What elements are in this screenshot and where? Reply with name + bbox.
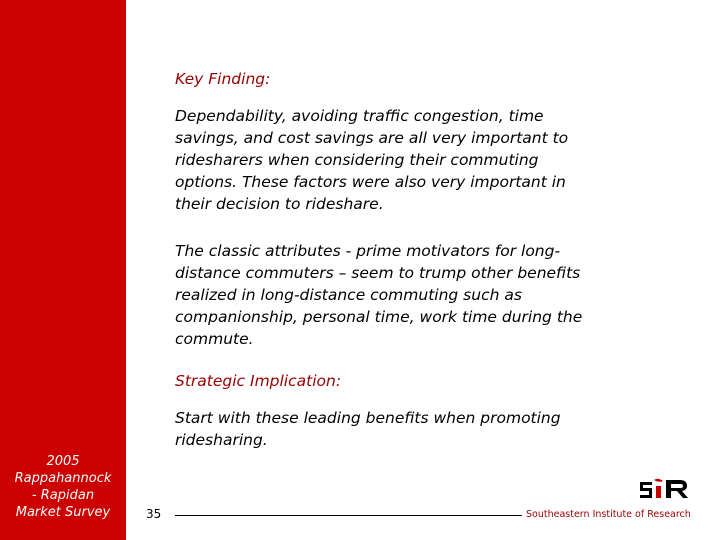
page-number: 35 xyxy=(146,507,162,521)
text-line: distance commuters – seem to trump other benefits xyxy=(175,264,581,282)
text-line: ridesharing. xyxy=(175,431,268,449)
text-line: companionship, personal time, work time during the xyxy=(175,308,583,326)
text-line: realized in long-distance commuting such as xyxy=(175,286,522,304)
survey-line: Rappahannock xyxy=(14,471,112,486)
key-finding-paragraph-2 xyxy=(175,240,675,350)
text-line: savings, and cost savings are all very important to xyxy=(175,129,569,147)
footer-divider xyxy=(175,515,522,516)
key-finding-paragraph-1 xyxy=(175,105,675,215)
text-line: options. These factors were also very important in xyxy=(175,173,566,191)
survey-line: 2005 xyxy=(46,454,80,469)
text-line: their decision to rideshare. xyxy=(175,195,384,213)
survey-line: - Rapidan xyxy=(31,488,95,503)
text-line: Dependability, avoiding traffic congestion, time xyxy=(175,107,544,125)
organization-name: Southeastern Institute of Research xyxy=(526,509,691,520)
survey-label xyxy=(0,453,126,521)
text-line: The classic attributes - prime motivators for long- xyxy=(175,242,561,260)
strategic-implication-title: Strategic Implication: xyxy=(175,372,342,390)
text-line: commute. xyxy=(175,330,254,348)
survey-line: Market Survey xyxy=(15,505,111,520)
strategic-implication-paragraph xyxy=(175,407,675,451)
key-finding-title: Key Finding: xyxy=(175,70,271,88)
text-line: ridesharers when considering their commuting xyxy=(175,151,539,169)
sir-logo-icon xyxy=(638,478,690,500)
text-line: Start with these leading benefits when promoting xyxy=(175,409,561,427)
